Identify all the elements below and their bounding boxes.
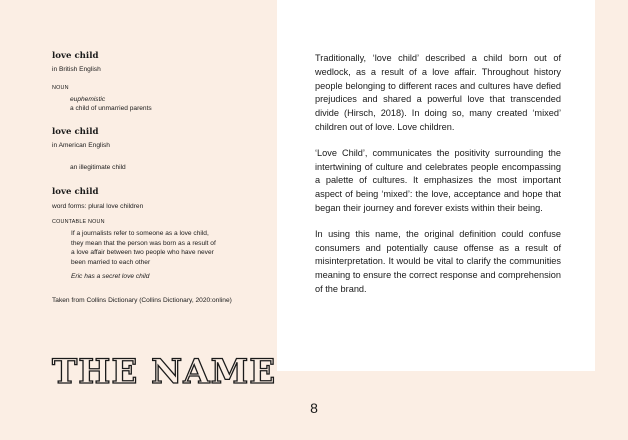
wordforms-entry — [52, 186, 272, 282]
dictionary-entries — [52, 50, 272, 306]
word-forms: word forms: plural love children — [52, 202, 144, 210]
part-of-speech: COUNTABLE NOUN — [52, 219, 105, 226]
definition-line: been married to each other — [71, 258, 151, 266]
section-heading: THE NAME — [52, 352, 277, 392]
source-citation: Taken from Collins Dictionary (Collins Dictionary, 2020:online) — [52, 297, 232, 305]
entry-title: love child — [52, 51, 99, 61]
british-entry — [52, 50, 272, 114]
paragraph: ‘Love Child’, communicates the positivity surrounding the intertwining of culture and celebrates people encompassing a palette of cultures. It emphasizes the most important aspect of being ‘mixed’: the love, acceptance and hope that began their journey and forever exists within their being. — [315, 147, 561, 213]
paragraph: In using this name, the original definition could confuse consumers and potentially cause offense as a result of misinterpretation. It would be vital to clarify the communities meaning to ensure the correct response and comprehension of the brand. — [315, 228, 561, 294]
entry-region: in American English — [52, 142, 110, 150]
definition-line: If a journalists refer to someone as a love child, — [71, 230, 209, 238]
text-panel — [277, 0, 595, 371]
page-number: 8 — [310, 400, 318, 416]
american-entry — [52, 126, 272, 173]
entry-title: love child — [52, 126, 99, 137]
entry-title: love child — [52, 187, 99, 198]
example-sentence: Eric has a secret love child — [71, 273, 150, 281]
definition-line: a love affair between two people who have never — [71, 249, 214, 257]
paragraph: Traditionally, ‘love child’ described a child born out of wedlock, as a result of a love affair. Throughout history people belonging to different races and cultures have defied prejudices and shared a powerful love that transcended divide (Hirsch, 2018). In doing so, many created ‘mixed’ children out of love. Love children. — [315, 53, 561, 132]
entry-region: in British English — [52, 66, 101, 74]
definition: an illegitimate child — [70, 163, 126, 171]
definition: a child of unmarried parents — [70, 105, 152, 113]
definition-block — [52, 229, 272, 282]
body-text — [315, 52, 561, 309]
usage-label: euphemistic — [70, 95, 106, 103]
part-of-speech: NOUN — [52, 85, 69, 91]
definition-line: they mean that the person was born as a result of — [71, 239, 216, 247]
